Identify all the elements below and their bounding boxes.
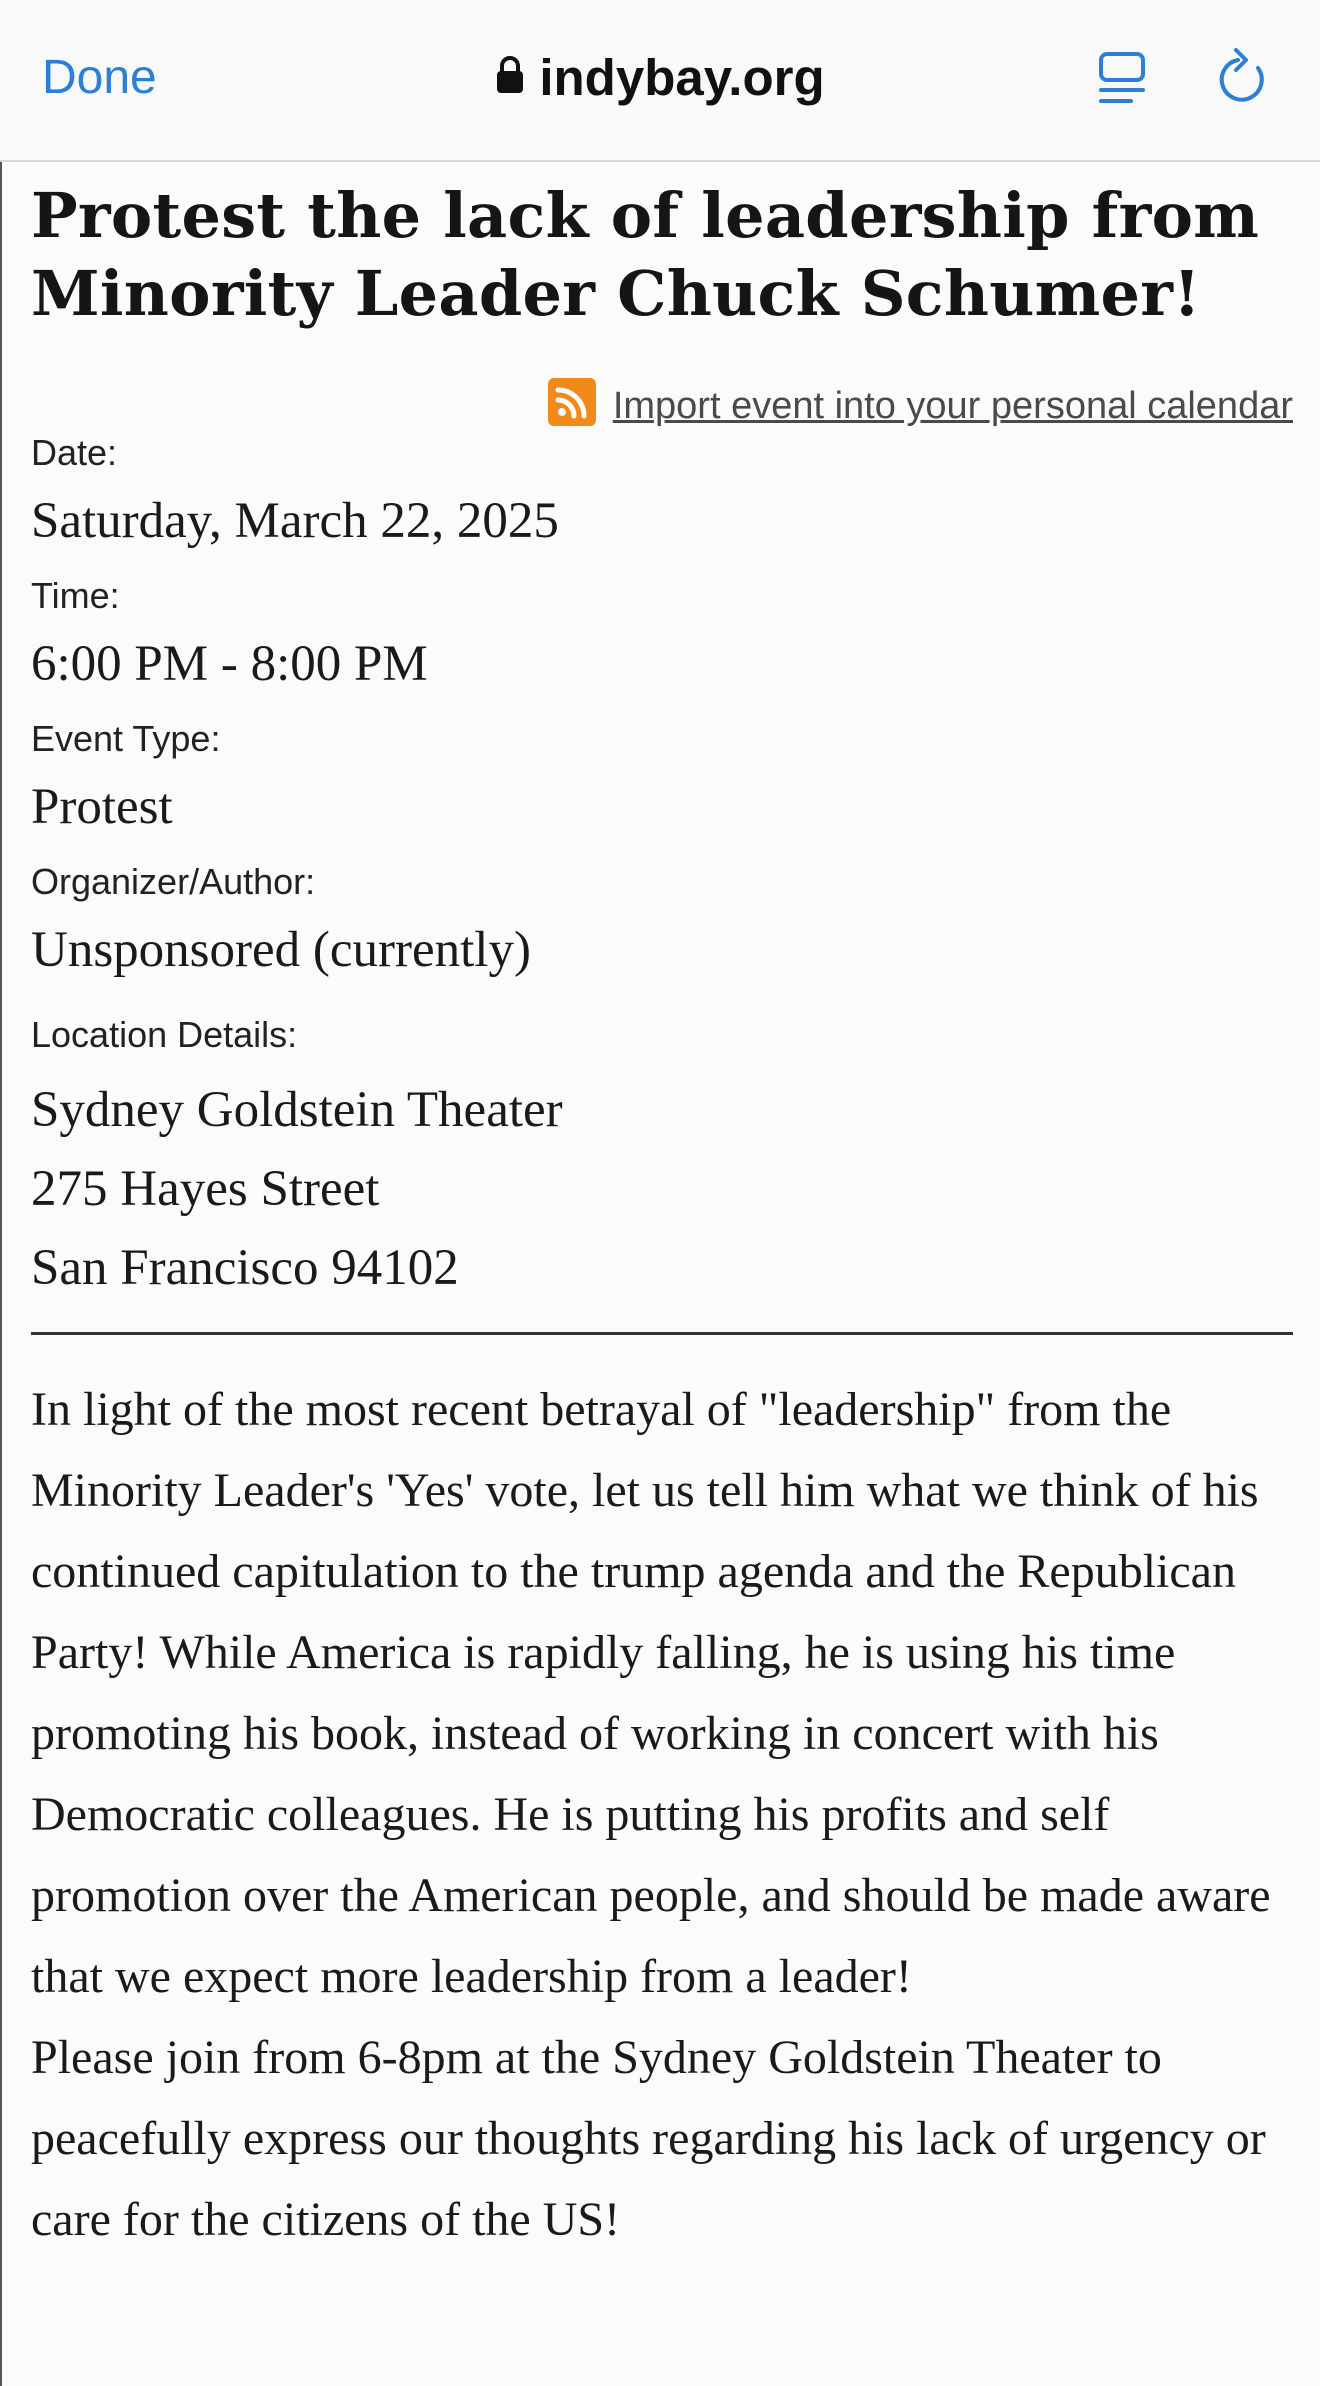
done-button[interactable]: Done	[42, 51, 157, 104]
description-paragraph: In light of the most recent betrayal of "leadership" from the Minority Leader's 'Yes' vote, let us tell him what we think of his continued capitulation to the trump agenda and the Republican Party! While America is rapidly falling, he is using his time promoting his book, instead of working in concert with his Democratic colleagues. He is putting his profits and self promotion over the American people, and should be made aware that we expect more leadership from a leader!	[31, 1383, 1271, 2003]
web-page	[0, 162, 1320, 2386]
organizer-value: Unsponsored (currently)	[31, 922, 531, 978]
event-type-label: Event Type:	[31, 718, 221, 759]
reload-icon[interactable]	[1214, 48, 1272, 108]
location-city: San Francisco 94102	[31, 1240, 459, 1296]
reader-mode-icon[interactable]	[1097, 50, 1151, 108]
domain-text: indybay.org	[539, 49, 825, 106]
browser-toolbar	[0, 0, 1320, 162]
event-content	[31, 162, 1293, 2260]
date-label: Date:	[31, 432, 118, 473]
lock-icon	[495, 46, 525, 110]
event-title: Protest the lack of leadership from Minority Leader Chuck Schumer!	[31, 179, 1260, 330]
description-paragraph: Please join from 6-8pm at the Sydney Goldstein Theater to peacefully express our thoughts regarding his lack of urgency or care for the citizens of the US!	[31, 2031, 1266, 2246]
import-calendar-link[interactable]: Import event into your personal calendar	[612, 385, 1293, 427]
time-value: 6:00 PM - 8:00 PM	[31, 636, 428, 692]
date-value: Saturday, March 22, 2025	[31, 493, 559, 549]
import-calendar-row	[31, 381, 1293, 431]
rss-icon[interactable]	[548, 378, 596, 426]
event-type-value: Protest	[31, 779, 173, 835]
section-divider	[31, 1332, 1293, 1335]
location-street: 275 Hayes Street	[31, 1161, 380, 1217]
organizer-label: Organizer/Author:	[31, 861, 316, 902]
location-venue: Sydney Goldstein Theater	[31, 1082, 563, 1138]
event-description	[31, 1369, 1293, 2260]
location-label: Location Details:	[31, 1014, 298, 1055]
location-details	[31, 1071, 1293, 1308]
time-label: Time:	[31, 575, 120, 616]
